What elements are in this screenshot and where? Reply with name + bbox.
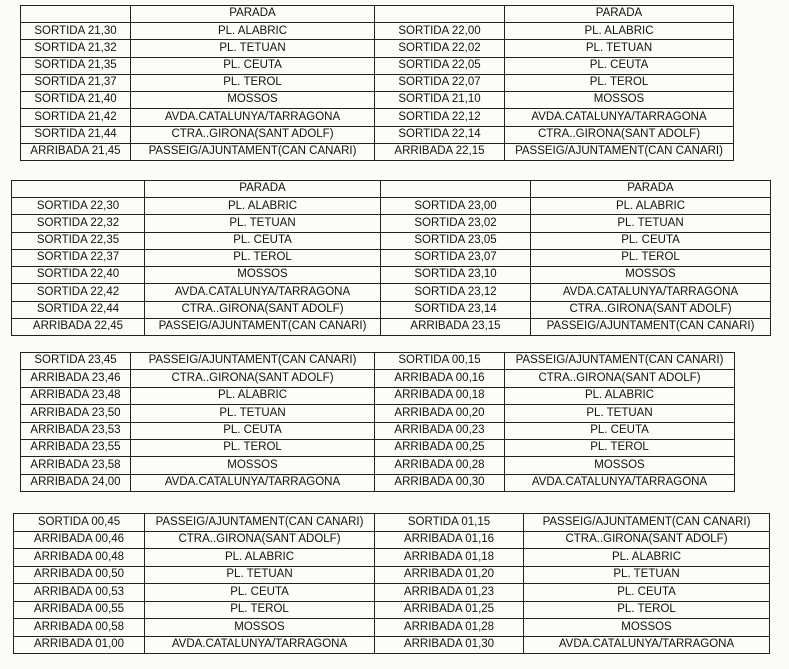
stop-cell: PL. TETUAN bbox=[531, 215, 771, 232]
header-cell bbox=[12, 181, 145, 198]
stop-cell: AVDA.CATALUNYA/TARRAGONA bbox=[505, 109, 734, 126]
time-cell: ARRIBADA 00,16 bbox=[375, 370, 505, 387]
stop-cell: PASSEIG/AJUNTAMENT(CAN CANARI) bbox=[131, 353, 375, 370]
stop-cell: CTRA..GIRONA(SANT ADOLF) bbox=[131, 126, 375, 143]
stop-cell: PL. TEROL bbox=[524, 601, 770, 619]
stop-cell: PL. CEUTA bbox=[531, 232, 771, 249]
stop-cell: PL. TETUAN bbox=[505, 405, 735, 422]
time-cell: SORTIDA 21,35 bbox=[21, 57, 131, 74]
time-cell: ARRIBADA 00,48 bbox=[14, 549, 145, 567]
stop-cell: MOSSOS bbox=[524, 619, 770, 637]
stop-cell: PL. TEROL bbox=[505, 439, 735, 456]
time-cell: SORTIDA 23,07 bbox=[381, 249, 531, 266]
time-cell: SORTIDA 00,15 bbox=[375, 353, 505, 370]
time-cell: SORTIDA 21,42 bbox=[21, 109, 131, 126]
stop-cell: PL. ALABRIC bbox=[145, 198, 381, 215]
time-cell: ARRIBADA 23,48 bbox=[21, 387, 131, 404]
schedule-block-3 bbox=[20, 352, 734, 492]
time-cell: ARRIBADA 01,18 bbox=[375, 549, 524, 567]
table-row bbox=[14, 636, 770, 654]
stop-cell: CTRA..GIRONA(SANT ADOLF) bbox=[531, 301, 771, 318]
stop-cell: MOSSOS bbox=[145, 267, 381, 284]
stop-cell: MOSSOS bbox=[505, 457, 735, 474]
stop-cell: PL. TETUAN bbox=[131, 40, 375, 57]
time-cell: SORTIDA 21,40 bbox=[21, 92, 131, 109]
stop-cell: AVDA.CATALUNYA/TARRAGONA bbox=[531, 284, 771, 301]
stop-cell: PASSEIG/AJUNTAMENT(CAN CANARI) bbox=[145, 514, 375, 532]
stop-cell: PL. TEROL bbox=[531, 249, 771, 266]
stop-cell: CTRA..GIRONA(SANT ADOLF) bbox=[524, 531, 770, 549]
stop-cell: PL. TETUAN bbox=[524, 566, 770, 584]
schedule-block-1 bbox=[20, 5, 733, 161]
stop-cell: PL. CEUTA bbox=[145, 584, 375, 602]
stop-cell: PL. ALABRIC bbox=[131, 387, 375, 404]
header-cell: PARADA bbox=[145, 181, 381, 198]
stop-cell: PL. ALABRIC bbox=[131, 23, 375, 40]
time-cell: SORTIDA 00,45 bbox=[14, 514, 145, 532]
time-cell: ARRIBADA 01,16 bbox=[375, 531, 524, 549]
table-row bbox=[14, 549, 770, 567]
stop-cell: CTRA..GIRONA(SANT ADOLF) bbox=[145, 301, 381, 318]
schedule-table bbox=[20, 5, 734, 161]
stop-cell: AVDA.CATALUNYA/TARRAGONA bbox=[505, 474, 735, 491]
stop-cell: CTRA..GIRONA(SANT ADOLF) bbox=[505, 370, 735, 387]
stop-cell: PL. TETUAN bbox=[145, 215, 381, 232]
time-cell: ARRIBADA 00,55 bbox=[14, 601, 145, 619]
schedule-block-4 bbox=[13, 513, 769, 654]
schedule-table bbox=[13, 513, 770, 654]
time-cell: ARRIBADA 22,45 bbox=[12, 318, 145, 335]
time-cell: SORTIDA 22,14 bbox=[375, 126, 505, 143]
time-cell: SORTIDA 23,00 bbox=[381, 198, 531, 215]
table-row bbox=[12, 198, 771, 215]
table-row bbox=[14, 584, 770, 602]
time-cell: SORTIDA 22,44 bbox=[12, 301, 145, 318]
table-row bbox=[14, 619, 770, 637]
stop-cell: AVDA.CATALUNYA/TARRAGONA bbox=[131, 474, 375, 491]
stop-cell: CTRA..GIRONA(SANT ADOLF) bbox=[145, 531, 375, 549]
table-row bbox=[21, 23, 734, 40]
time-cell: SORTIDA 23,02 bbox=[381, 215, 531, 232]
time-cell: ARRIBADA 21,45 bbox=[21, 143, 131, 160]
time-cell: ARRIBADA 23,58 bbox=[21, 457, 131, 474]
table-row bbox=[21, 57, 734, 74]
stop-cell: PL. TEROL bbox=[505, 74, 734, 91]
time-cell: ARRIBADA 00,50 bbox=[14, 566, 145, 584]
table-row bbox=[14, 601, 770, 619]
table-row bbox=[12, 267, 771, 284]
stop-cell: PL. ALABRIC bbox=[145, 549, 375, 567]
table-row bbox=[12, 318, 771, 335]
stop-cell: PL. ALABRIC bbox=[505, 387, 735, 404]
stop-cell: MOSSOS bbox=[531, 267, 771, 284]
time-cell: SORTIDA 23,05 bbox=[381, 232, 531, 249]
table-row bbox=[21, 387, 735, 404]
time-cell: ARRIBADA 22,15 bbox=[375, 143, 505, 160]
time-cell: SORTIDA 01,15 bbox=[375, 514, 524, 532]
header-cell bbox=[375, 6, 505, 23]
time-cell: ARRIBADA 01,25 bbox=[375, 601, 524, 619]
stop-cell: PL. TEROL bbox=[131, 74, 375, 91]
header-cell: PARADA bbox=[531, 181, 771, 198]
header-cell bbox=[381, 181, 531, 198]
stop-cell: MOSSOS bbox=[131, 457, 375, 474]
header-cell bbox=[21, 6, 131, 23]
time-cell: ARRIBADA 24,00 bbox=[21, 474, 131, 491]
time-cell: SORTIDA 23,14 bbox=[381, 301, 531, 318]
time-cell: ARRIBADA 01,20 bbox=[375, 566, 524, 584]
stop-cell: MOSSOS bbox=[131, 92, 375, 109]
table-row bbox=[14, 566, 770, 584]
time-cell: SORTIDA 23,12 bbox=[381, 284, 531, 301]
table-row bbox=[12, 249, 771, 266]
stop-cell: PL. TEROL bbox=[131, 439, 375, 456]
time-cell: SORTIDA 22,37 bbox=[12, 249, 145, 266]
time-cell: SORTIDA 22,35 bbox=[12, 232, 145, 249]
header-cell: PARADA bbox=[131, 6, 375, 23]
time-cell: SORTIDA 22,02 bbox=[375, 40, 505, 57]
time-cell: ARRIBADA 01,30 bbox=[375, 636, 524, 654]
table-row bbox=[14, 514, 770, 532]
time-cell: SORTIDA 21,37 bbox=[21, 74, 131, 91]
stop-cell: AVDA.CATALUNYA/TARRAGONA bbox=[145, 284, 381, 301]
time-cell: ARRIBADA 01,00 bbox=[14, 636, 145, 654]
time-cell: SORTIDA 22,32 bbox=[12, 215, 145, 232]
stop-cell: PL. CEUTA bbox=[524, 584, 770, 602]
schedule-block-2 bbox=[11, 180, 770, 336]
stop-cell: CTRA..GIRONA(SANT ADOLF) bbox=[505, 126, 734, 143]
table-row bbox=[12, 284, 771, 301]
time-cell: SORTIDA 21,30 bbox=[21, 23, 131, 40]
time-cell: ARRIBADA 01,28 bbox=[375, 619, 524, 637]
stop-cell: PL. TETUAN bbox=[505, 40, 734, 57]
table-row bbox=[12, 301, 771, 318]
header-row bbox=[12, 181, 771, 198]
stop-cell: AVDA.CATALUNYA/TARRAGONA bbox=[145, 636, 375, 654]
time-cell: SORTIDA 22,42 bbox=[12, 284, 145, 301]
stop-cell: PL. CEUTA bbox=[131, 57, 375, 74]
time-cell: ARRIBADA 00,46 bbox=[14, 531, 145, 549]
time-cell: ARRIBADA 23,15 bbox=[381, 318, 531, 335]
time-cell: ARRIBADA 00,53 bbox=[14, 584, 145, 602]
stop-cell: PL. CEUTA bbox=[505, 422, 735, 439]
stop-cell: PASSEIG/AJUNTAMENT(CAN CANARI) bbox=[145, 318, 381, 335]
header-cell: PARADA bbox=[505, 6, 734, 23]
time-cell: ARRIBADA 01,23 bbox=[375, 584, 524, 602]
time-cell: SORTIDA 22,40 bbox=[12, 267, 145, 284]
table-row bbox=[12, 232, 771, 249]
table-row bbox=[21, 74, 734, 91]
time-cell: ARRIBADA 00,18 bbox=[375, 387, 505, 404]
time-cell: ARRIBADA 00,23 bbox=[375, 422, 505, 439]
time-cell: ARRIBADA 23,46 bbox=[21, 370, 131, 387]
schedule-table bbox=[11, 180, 771, 336]
time-cell: SORTIDA 21,10 bbox=[375, 92, 505, 109]
table-row bbox=[12, 215, 771, 232]
stop-cell: PL. TEROL bbox=[145, 601, 375, 619]
stop-cell: PL. TETUAN bbox=[131, 405, 375, 422]
table-row bbox=[21, 40, 734, 57]
stop-cell: MOSSOS bbox=[145, 619, 375, 637]
stop-cell: PASSEIG/AJUNTAMENT(CAN CANARI) bbox=[131, 143, 375, 160]
time-cell: ARRIBADA 23,55 bbox=[21, 439, 131, 456]
table-row bbox=[21, 109, 734, 126]
stop-cell: CTRA..GIRONA(SANT ADOLF) bbox=[131, 370, 375, 387]
stop-cell: AVDA.CATALUNYA/TARRAGONA bbox=[524, 636, 770, 654]
stop-cell: PASSEIG/AJUNTAMENT(CAN CANARI) bbox=[505, 143, 734, 160]
time-cell: SORTIDA 22,30 bbox=[12, 198, 145, 215]
stop-cell: PL. CEUTA bbox=[131, 422, 375, 439]
table-row bbox=[21, 474, 735, 491]
time-cell: SORTIDA 22,05 bbox=[375, 57, 505, 74]
time-cell: SORTIDA 21,44 bbox=[21, 126, 131, 143]
time-cell: ARRIBADA 23,53 bbox=[21, 422, 131, 439]
time-cell: ARRIBADA 00,28 bbox=[375, 457, 505, 474]
stop-cell: PL. ALABRIC bbox=[505, 23, 734, 40]
stop-cell: PL. ALABRIC bbox=[524, 549, 770, 567]
time-cell: ARRIBADA 00,58 bbox=[14, 619, 145, 637]
time-cell: SORTIDA 21,32 bbox=[21, 40, 131, 57]
time-cell: SORTIDA 22,07 bbox=[375, 74, 505, 91]
stop-cell: PL. CEUTA bbox=[145, 232, 381, 249]
time-cell: ARRIBADA 00,25 bbox=[375, 439, 505, 456]
stop-cell: AVDA.CATALUNYA/TARRAGONA bbox=[131, 109, 375, 126]
stop-cell: PASSEIG/AJUNTAMENT(CAN CANARI) bbox=[531, 318, 771, 335]
schedule-table bbox=[20, 352, 735, 492]
time-cell: ARRIBADA 23,50 bbox=[21, 405, 131, 422]
stop-cell: PL. ALABRIC bbox=[531, 198, 771, 215]
table-row bbox=[21, 405, 735, 422]
table-row bbox=[21, 126, 734, 143]
stop-cell: PL. TEROL bbox=[145, 249, 381, 266]
header-row bbox=[21, 6, 734, 23]
time-cell: ARRIBADA 00,20 bbox=[375, 405, 505, 422]
table-row bbox=[21, 353, 735, 370]
table-row bbox=[21, 457, 735, 474]
table-row bbox=[14, 531, 770, 549]
stop-cell: PL. CEUTA bbox=[505, 57, 734, 74]
stop-cell: PL. TETUAN bbox=[145, 566, 375, 584]
stop-cell: MOSSOS bbox=[505, 92, 734, 109]
table-row bbox=[21, 422, 735, 439]
time-cell: SORTIDA 23,10 bbox=[381, 267, 531, 284]
time-cell: SORTIDA 23,45 bbox=[21, 353, 131, 370]
time-cell: SORTIDA 22,00 bbox=[375, 23, 505, 40]
table-row bbox=[21, 439, 735, 456]
stop-cell: PASSEIG/AJUNTAMENT(CAN CANARI) bbox=[505, 353, 735, 370]
table-row bbox=[21, 370, 735, 387]
time-cell: SORTIDA 22,12 bbox=[375, 109, 505, 126]
time-cell: ARRIBADA 00,30 bbox=[375, 474, 505, 491]
table-row bbox=[21, 143, 734, 160]
stop-cell: PASSEIG/AJUNTAMENT(CAN CANARI) bbox=[524, 514, 770, 532]
table-row bbox=[21, 92, 734, 109]
